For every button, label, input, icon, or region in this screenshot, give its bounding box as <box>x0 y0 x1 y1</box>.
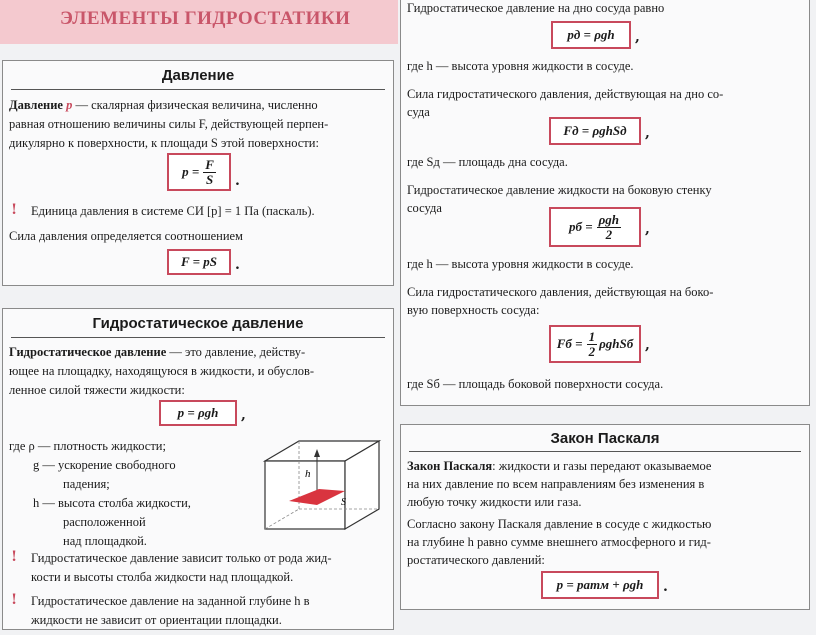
hydrostatic-diagram <box>255 433 389 537</box>
side-pressure-formula-lhs: pб = <box>568 219 593 234</box>
pressure-rule <box>11 89 385 90</box>
hydro-where-line-1: где ρ — плотность жидкости; <box>9 439 166 453</box>
hydro-where-line-2: g — ускорение свободного <box>33 458 176 472</box>
hydro-note2-line-1: Гидростатическое давление на заданной глубине h в <box>31 594 310 608</box>
hydro-where-line-4: h — высота столба жидкости, <box>33 496 191 510</box>
hydro-formula-comma: , <box>241 407 246 423</box>
hydro-where-line-3: падения; <box>63 477 110 491</box>
pascal-rule <box>409 451 801 452</box>
diagram-label-h: h <box>305 468 311 480</box>
where-h-2: где h — высота уровня жидкости в сосуде. <box>407 257 634 271</box>
pascal-formula-box <box>541 571 659 599</box>
side-pressure-num: ρgh <box>598 211 620 227</box>
force-bottom-formula-box <box>549 117 641 145</box>
pressure-title: Давление <box>161 67 235 84</box>
pressure-def-line-2: равная отношению величины силы F, действующей перпен- <box>9 117 329 131</box>
hydro-def-text-1: — это давление, действу- <box>166 345 306 359</box>
force-side-den: 2 <box>588 343 596 359</box>
hydro-def-line-2: ющее на площадку, находящуюся в жидкости, и обуслов- <box>9 364 315 378</box>
bottom-pressure-formula-box <box>551 21 631 49</box>
hydro-title: Гидростатическое давление <box>92 315 304 332</box>
pascal-card <box>400 424 810 610</box>
side-pressure-den: 2 <box>605 226 613 242</box>
pressure-note-mark: ! <box>11 202 18 218</box>
pascal-text-line-3: ростатического давлений: <box>407 553 545 567</box>
diagram-label-s: S <box>341 497 346 508</box>
pascal-formula-period: . <box>663 579 668 595</box>
pascal-formula: p = pатм + ρgh <box>556 577 644 592</box>
bottom-pressure-comma: , <box>635 29 640 45</box>
pascal-def-line-1 <box>407 457 711 476</box>
right-card <box>400 0 810 406</box>
force-side-comma: , <box>645 337 650 353</box>
hydro-card <box>2 308 394 630</box>
pressure-force-text: Сила давления определяется соотношением <box>9 229 243 243</box>
pressure-unit-text: Единица давления в системе СИ [p] = 1 Па (паскаль). <box>31 204 315 218</box>
hydro-def-line-3: ленное силой тяжести жидкости: <box>9 383 185 397</box>
hydro-where-line-5: расположенной <box>63 515 146 529</box>
force-bottom-line-1: Сила гидростатического давления, действующая на дно со- <box>407 87 724 101</box>
hydro-note1-line-1: Гидростатическое давление зависит только от рода жид- <box>31 551 332 565</box>
hydro-rule <box>11 337 385 338</box>
side-pressure-fraction <box>597 213 621 242</box>
pressure-formula-num: F <box>205 156 214 172</box>
pascal-title: Закон Паскаля <box>550 430 660 447</box>
pascal-def-line-2: на них давление по всем направлениям без изменения в <box>407 477 705 491</box>
hydro-def-term: Гидростатическое давление <box>9 345 167 359</box>
hydro-note1-mark: ! <box>11 549 18 565</box>
force-side-formula-box <box>549 325 641 363</box>
pressure-def-term: Давление <box>9 98 63 112</box>
force-bottom-comma: , <box>645 125 650 141</box>
pressure-formula-fraction <box>203 158 216 187</box>
pressure-def-line-3: дикулярно к поверхности, к площади S этой поверхности: <box>9 136 319 150</box>
pressure-def-var: p <box>66 98 73 112</box>
force-side-fraction <box>587 330 598 359</box>
hydro-formula: p = ρgh <box>177 405 219 420</box>
where-s-1: где Sд — площадь дна сосуда. <box>407 155 568 169</box>
hydro-where-line-6: над площадкой. <box>63 534 147 548</box>
force-formula-period: . <box>235 257 240 273</box>
hydro-def-line-1 <box>9 343 305 362</box>
force-formula-box <box>167 249 231 275</box>
force-bottom-formula: Fд = ρghSд <box>563 123 627 138</box>
pascal-def-term: Закон Паскаля <box>407 459 493 473</box>
pressure-formula-den: S <box>205 171 214 187</box>
hydro-note2-mark: ! <box>11 592 18 608</box>
force-bottom-line-2: суда <box>407 105 430 119</box>
bottom-pressure-formula: pд = ρgh <box>567 27 615 42</box>
side-pressure-line-2: сосуда <box>407 201 442 215</box>
side-pressure-formula-box <box>549 207 641 247</box>
pressure-def-text-1: — скалярная физическая величина, численно <box>72 98 318 112</box>
pressure-formula-period: . <box>235 173 240 189</box>
bottom-pressure-text: Гидростатическое давление на дно сосуда равно <box>407 1 665 15</box>
force-side-formula-lhs: Fб = <box>556 336 583 351</box>
pascal-def-text-1: : жидкости и газы передают оказываемое <box>492 459 712 473</box>
force-side-line-2: вую поверхность сосуда: <box>407 303 540 317</box>
force-side-formula-rhs: ρghSб <box>599 336 634 351</box>
hydro-note2-line-2: жидкости не зависит от ориентации площадки. <box>31 613 282 627</box>
force-side-num: 1 <box>588 328 596 344</box>
where-s-2: где Sб — площадь боковой поверхности сосуда. <box>407 377 664 391</box>
pascal-def-line-3: любую точку жидкости или газа. <box>407 495 582 509</box>
hydro-note1-line-2: кости и высоты столба жидкости над площадкой. <box>31 570 294 584</box>
pressure-def-line-1 <box>9 96 318 115</box>
where-h-1: где h — высота уровня жидкости в сосуде. <box>407 59 634 73</box>
pressure-formula-lhs: p = <box>182 164 200 179</box>
pascal-text-line-1: Согласно закону Паскаля давление в сосуде с жидкостью <box>407 517 712 531</box>
force-formula: F = pS <box>180 254 218 269</box>
pressure-card <box>2 60 394 286</box>
side-pressure-comma: , <box>645 221 650 237</box>
page-title: ЭЛЕМЕНТЫ ГИДРОСТАТИКИ <box>60 8 351 29</box>
side-pressure-line-1: Гидростатическое давление жидкости на боковую стенку <box>407 183 712 197</box>
pressure-formula-box <box>167 153 231 191</box>
hydro-formula-box <box>159 400 237 426</box>
force-side-line-1: Сила гидростатического давления, действующая на боко- <box>407 285 714 299</box>
pascal-text-line-2: на глубине h равно сумме внешнего атмосферного и гид- <box>407 535 711 549</box>
